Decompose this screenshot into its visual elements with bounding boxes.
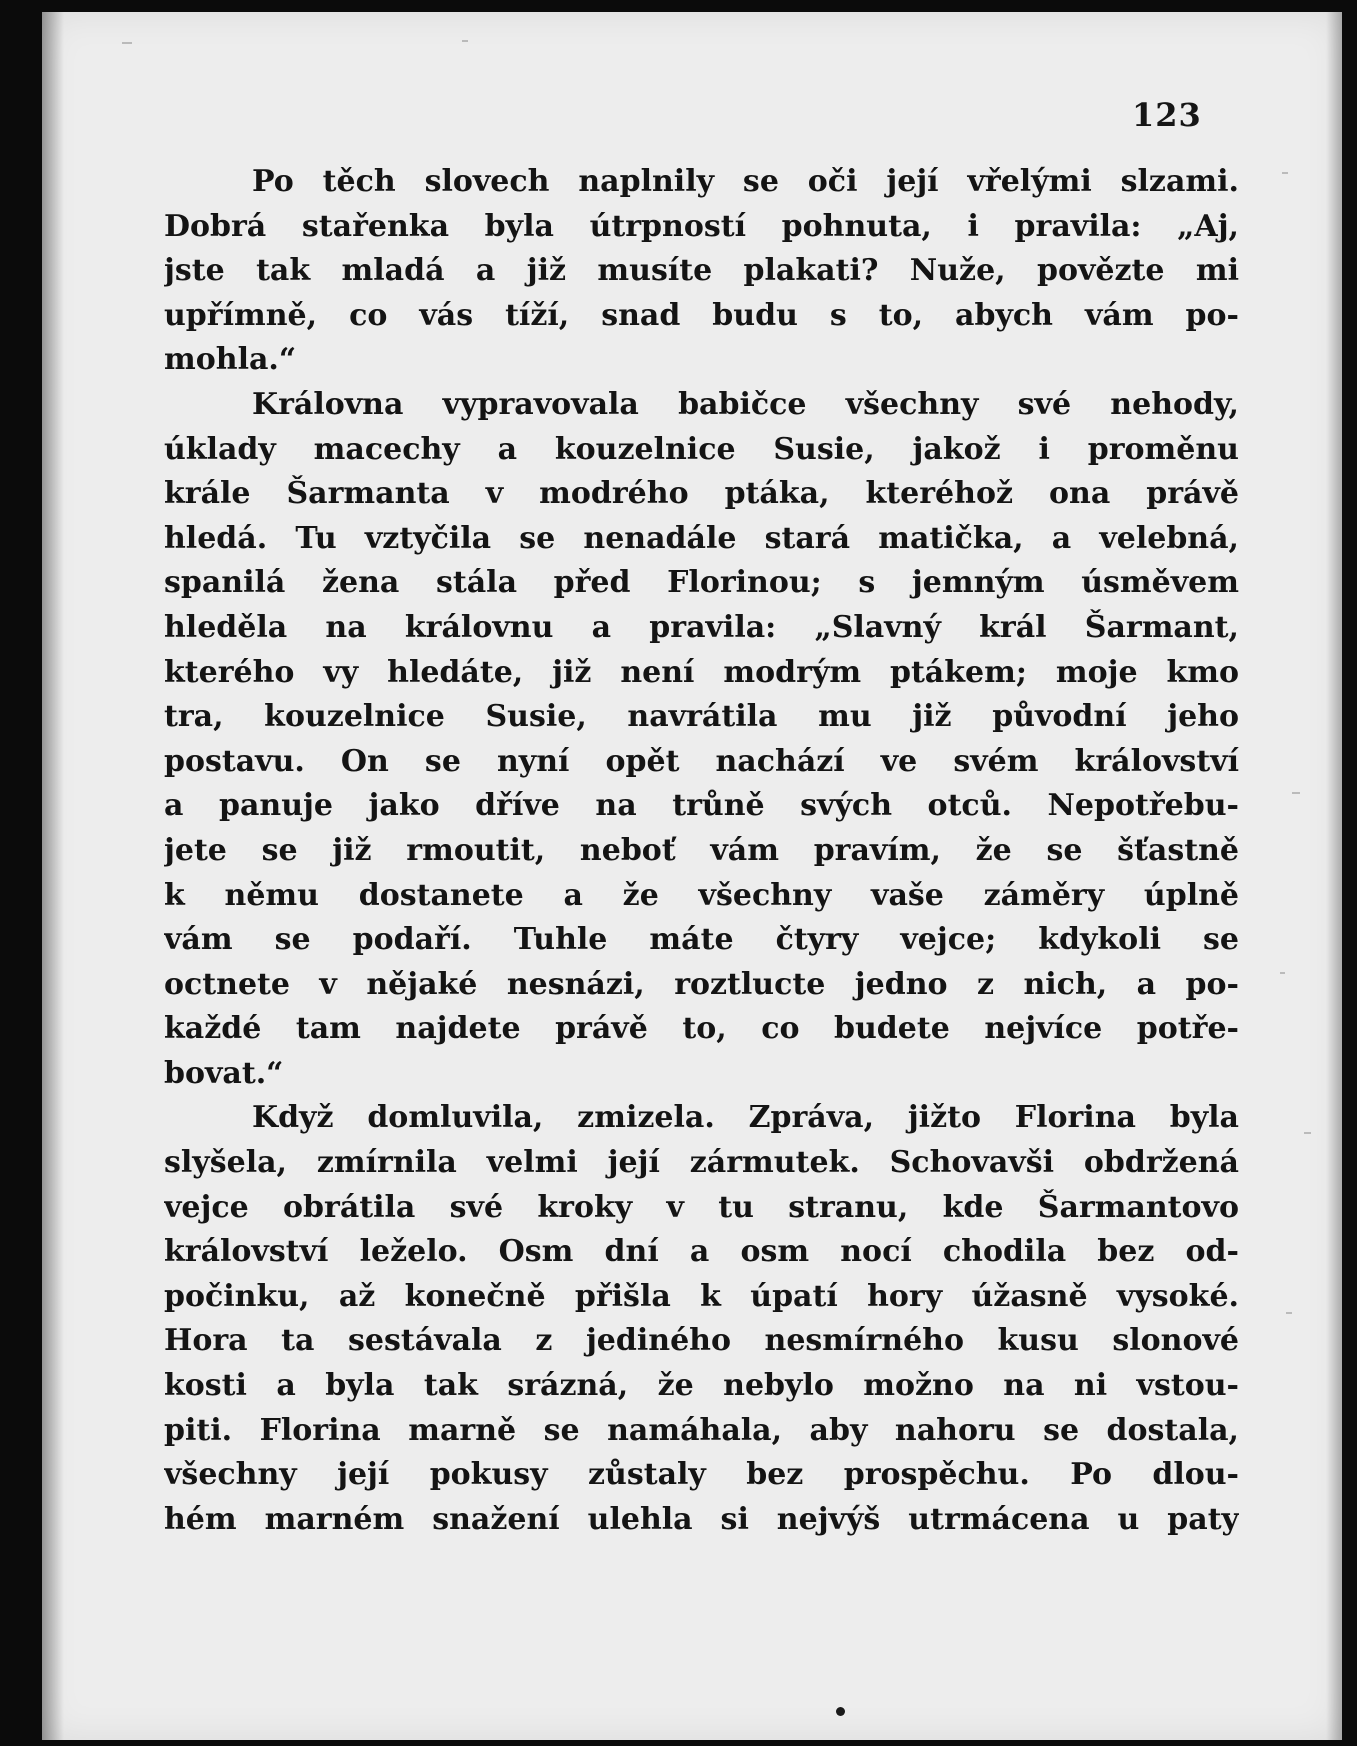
text-line: Po těch slovech naplnily se oči její vřelými slzami. <box>252 164 1239 199</box>
book-page <box>42 12 1342 1740</box>
text-line: octnete v nějaké nesnázi, roztlucte jedno z nich, a po- <box>164 966 1239 1002</box>
text-line: vejce obrátila své kroky v tu stranu, kde Šarmantovo <box>164 1189 1239 1225</box>
text-line: Dobrá stařenka byla útrpností pohnuta, i pravila: „Aj, <box>164 208 1239 244</box>
text-line: vám se podaří. Tuhle máte čtyry vejce; kdykoli se <box>164 922 1239 958</box>
text-line: všechny její pokusy zůstaly bez prospěchu. Po dlou- <box>164 1457 1239 1493</box>
text-line: hleděla na královnu a pravila: „Slavný král Šarmant, <box>164 609 1239 645</box>
text-line: piti. Florina marně se namáhala, aby nahoru se dostala, <box>164 1412 1239 1448</box>
paper-speck <box>1292 792 1300 794</box>
text-line: Hora ta sestávala z jediného nesmírného kusu slonové <box>164 1323 1239 1359</box>
paper-speck <box>462 40 468 42</box>
text-line: úklady macechy a kouzelnice Susie, jakož i proměnu <box>164 431 1239 467</box>
text-line: a panuje jako dříve na trůně svých otců. Nepotřebu- <box>164 788 1239 824</box>
page-number: 123 <box>1132 96 1202 134</box>
body-text <box>164 160 1239 1542</box>
text-line: hledá. Tu vztyčila se nenadále stará matička, a velebná, <box>164 520 1239 556</box>
text-line: jete se již rmoutit, neboť vám pravím, že se šťastně <box>164 832 1239 868</box>
text-line: krále Šarmanta v modrého ptáka, kteréhož ona právě <box>164 476 1239 512</box>
text-line: hém marném snažení ulehla si nejvýš utrmácena u paty <box>164 1501 1239 1537</box>
paper-speck <box>1304 1132 1311 1134</box>
text-line: počinku, až konečně přišla k úpatí hory úžasně vysoké. <box>164 1278 1239 1314</box>
text-line: kterého vy hledáte, již není modrým ptákem; moje kmo <box>164 654 1239 690</box>
text-line: jste tak mladá a již musíte plakati? Nuže, povězte mi <box>164 253 1239 289</box>
paper-speck <box>1286 1312 1292 1314</box>
text-line: každé tam najdete právě to, co budete nejvíce potře- <box>164 1011 1239 1047</box>
paper-speck <box>1282 172 1288 174</box>
text-line: bovat.“ <box>164 1055 284 1091</box>
page-gutter-shadow <box>42 12 64 1740</box>
text-line: postavu. On se nyní opět nachází ve svém království <box>164 743 1239 779</box>
text-line: k němu dostanete a že všechny vaše záměry úplně <box>164 877 1239 913</box>
text-line: Když domluvila, zmizela. Zpráva, jižto Florina byla <box>252 1100 1239 1136</box>
text-line: spanilá žena stála před Florinou; s jemným úsměvem <box>164 565 1239 601</box>
ink-dot <box>836 1707 845 1716</box>
paper-speck <box>122 42 132 44</box>
paper-speck <box>1280 972 1285 974</box>
page-edge-shadow <box>1326 12 1342 1740</box>
text-line: kosti a byla tak srázná, že nebylo možno na ni vstou- <box>164 1368 1239 1404</box>
text-line: mohla.“ <box>164 342 297 378</box>
text-line: upřímně, co vás tíží, snad budu s to, abych vám po- <box>164 297 1239 333</box>
text-line: tra, kouzelnice Susie, navrátila mu již původní jeho <box>164 699 1239 735</box>
text-line: slyšela, zmírnila velmi její zármutek. Schovavši obdržená <box>164 1145 1239 1181</box>
text-line: království leželo. Osm dní a osm nocí chodila bez od- <box>164 1234 1239 1270</box>
text-line: Královna vypravovala babičce všechny své nehody, <box>252 386 1239 422</box>
